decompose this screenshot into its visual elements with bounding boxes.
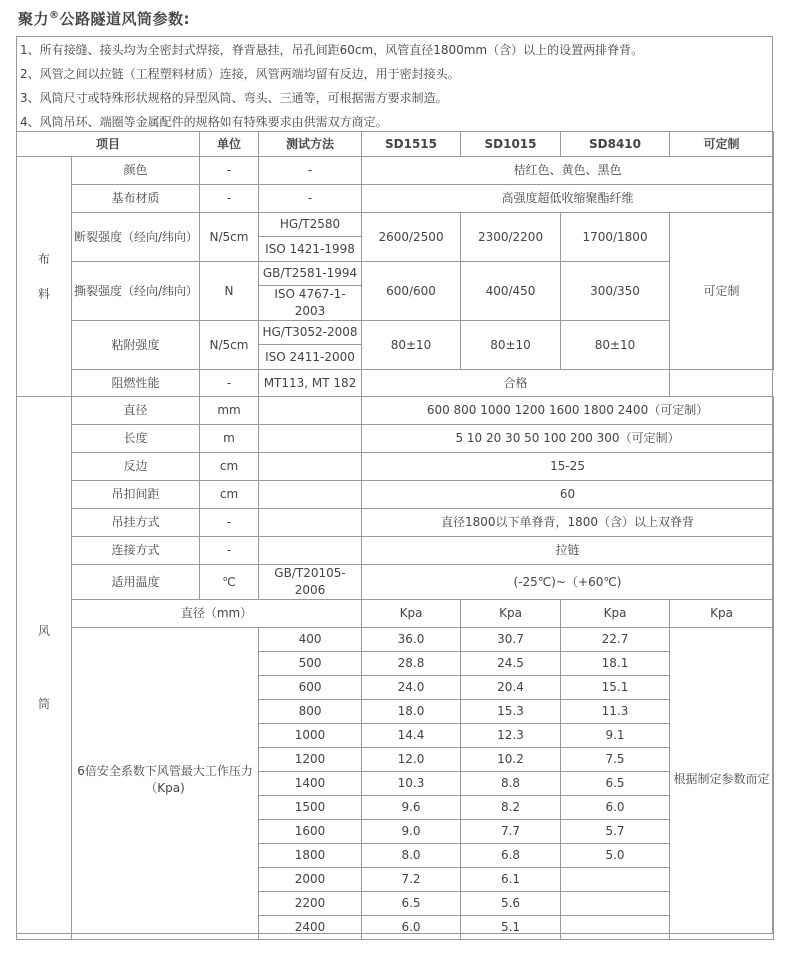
row-method: ISO 1421-1998 [259,237,362,262]
row-value-sd8410: 300/350 [561,262,670,321]
row-label: 断裂强度（经向/纬向） [72,213,200,262]
table-row [17,262,774,286]
row-value-sd1015: 2300/2200 [461,213,561,262]
row-value: 合格 [362,370,670,397]
title-prefix: 聚力 [18,10,50,28]
pressure-sd8410: 5.0 [561,844,670,868]
pressure-diameter: 1000 [259,724,362,748]
table-row [17,537,774,565]
row-label: 撕裂强度（经向/纬向） [72,262,200,321]
pressure-label: 6倍安全系数下风管最大工作压力 （Kpa) [72,628,259,940]
row-value: 拉链 [362,537,774,565]
row-method [259,509,362,537]
note-item: 3、风筒尺寸或特殊形状规格的异型风筒、弯头、三通等，可根据需方要求制造。 [20,91,448,105]
pressure-diameter: 600 [259,676,362,700]
pressure-diameter: 1200 [259,748,362,772]
pressure-sd8410: 9.1 [561,724,670,748]
pressure-sd8410: 6.0 [561,796,670,820]
pressure-diameter: 2200 [259,892,362,916]
page-title [18,8,190,29]
pressure-sd1515: 6.5 [362,892,461,916]
pressure-sd1015: 6.8 [461,844,561,868]
note-item: 2、风管之间以拉链（工程塑料材质）连接，风管两端均留有反边，用于密封接头。 [20,67,460,81]
header-method: 测试方法 [259,132,362,157]
pressure-header-row [17,600,774,628]
table-row [17,185,774,213]
title-suffix: 公路隧道风筒参数: [59,10,191,28]
header-unit: 单位 [200,132,259,157]
cloth-section-label: 布 料 [17,157,72,397]
pressure-sd1015: 5.1 [461,916,561,940]
pressure-diameter: 400 [259,628,362,652]
row-unit: cm [200,453,259,481]
row-method: GB/T2581-1994 [259,262,362,286]
row-unit: ℃ [200,565,259,600]
pressure-sd1515: 7.2 [362,868,461,892]
row-method: ISO 2411-2000 [259,345,362,370]
pressure-unit-header: Kpa [461,600,561,628]
row-method [259,481,362,509]
row-unit: - [200,157,259,185]
row-value: 高强度超低收缩聚酯纤维 [362,185,774,213]
row-unit: N/5cm [200,213,259,262]
row-unit: - [200,370,259,397]
note-item: 1、所有接缝、接头均为全密封式焊接，脊背悬挂，吊孔间距60cm，风管直径1800mm（含）以上的设置两排脊背。 [20,43,644,57]
pressure-diameter: 2400 [259,916,362,940]
cloth-custom: 可定制 [670,213,774,370]
pressure-sd8410 [561,868,670,892]
pressure-diameter-header: 直径（mm） [72,600,362,628]
pressure-sd1515: 36.0 [362,628,461,652]
row-label: 适用温度 [72,565,200,600]
table-row [17,481,774,509]
row-label: 连接方式 [72,537,200,565]
pressure-sd1515: 24.0 [362,676,461,700]
table-row [17,370,774,397]
row-value: 60 [362,481,774,509]
pressure-diameter: 2000 [259,868,362,892]
table-row [17,628,774,652]
row-value: 桔红色、黄色、黑色 [362,157,774,185]
row-unit: mm [200,397,259,425]
pressure-sd1015: 24.5 [461,652,561,676]
row-method: HG/T3052-2008 [259,321,362,345]
duct-section-label: 风 筒 [17,397,72,940]
pressure-unit-header: Kpa [561,600,670,628]
row-label: 反边 [72,453,200,481]
row-value-sd8410: 1700/1800 [561,213,670,262]
pressure-sd1515: 12.0 [362,748,461,772]
note-item: 4、风筒吊环、端圈等金属配件的规格如有特殊要求由供需双方商定。 [20,115,388,129]
pressure-sd1015: 30.7 [461,628,561,652]
row-value-sd1515: 80±10 [362,321,461,370]
pressure-sd1515: 9.6 [362,796,461,820]
pressure-unit-header: Kpa [670,600,774,628]
pressure-sd1015: 7.7 [461,820,561,844]
row-value-sd1515: 2600/2500 [362,213,461,262]
pressure-sd1015: 15.3 [461,700,561,724]
row-value-sd1515: 600/600 [362,262,461,321]
row-value-sd8410: 80±10 [561,321,670,370]
pressure-sd1515: 10.3 [362,772,461,796]
pressure-sd1015: 10.2 [461,748,561,772]
pressure-sd8410: 5.7 [561,820,670,844]
pressure-sd8410: 11.3 [561,700,670,724]
pressure-sd1015: 12.3 [461,724,561,748]
row-unit: - [200,537,259,565]
table-row [17,321,774,345]
row-method [259,453,362,481]
pressure-custom-note: 根据制定参数而定 [670,628,774,940]
row-value: (-25℃)~（+60℃) [362,565,774,600]
table-row [17,213,774,237]
header-sd8410: SD8410 [561,132,670,157]
row-label: 吊扣间距 [72,481,200,509]
row-method: ISO 4767-1-2003 [259,286,362,321]
row-label: 吊挂方式 [72,509,200,537]
spec-table [16,131,774,940]
header-custom: 可定制 [670,132,774,157]
pressure-sd1515: 14.4 [362,724,461,748]
row-method [259,425,362,453]
pressure-sd1015: 8.2 [461,796,561,820]
header-sd1015: SD1015 [461,132,561,157]
row-method: MT113, MT 182 [259,370,362,397]
table-row [17,453,774,481]
pressure-sd1015: 5.6 [461,892,561,916]
table-row [17,397,774,425]
pressure-diameter: 1800 [259,844,362,868]
row-value: 5 10 20 30 50 100 200 300（可定制） [362,425,774,453]
table-row [17,565,774,600]
pressure-diameter: 1400 [259,772,362,796]
table-row [17,509,774,537]
row-label: 长度 [72,425,200,453]
header-item: 项目 [17,132,200,157]
row-label: 阻燃性能 [72,370,200,397]
pressure-sd1015: 6.1 [461,868,561,892]
pressure-sd1515: 6.0 [362,916,461,940]
row-method: - [259,185,362,213]
row-unit: N/5cm [200,321,259,370]
pressure-sd1015: 8.8 [461,772,561,796]
pressure-sd8410: 18.1 [561,652,670,676]
pressure-diameter: 500 [259,652,362,676]
pressure-sd1515: 8.0 [362,844,461,868]
row-method [259,397,362,425]
pressure-sd1515: 9.0 [362,820,461,844]
pressure-sd1515: 18.0 [362,700,461,724]
row-label: 基布材质 [72,185,200,213]
table-header-row [17,132,774,157]
pressure-diameter: 1500 [259,796,362,820]
row-method [259,537,362,565]
row-unit: - [200,185,259,213]
pressure-diameter: 800 [259,700,362,724]
row-method: HG/T2580 [259,213,362,237]
notes-list [18,38,770,134]
pressure-sd1015: 20.4 [461,676,561,700]
row-value-sd1015: 80±10 [461,321,561,370]
row-method: GB/T20105-2006 [259,565,362,600]
header-sd1515: SD1515 [362,132,461,157]
pressure-sd8410 [561,916,670,940]
row-label: 颜色 [72,157,200,185]
registered-mark: ® [49,10,60,21]
pressure-unit-header: Kpa [362,600,461,628]
row-label: 粘附强度 [72,321,200,370]
table-row [17,425,774,453]
row-unit: N [200,262,259,321]
pressure-sd8410 [561,892,670,916]
pressure-diameter: 1600 [259,820,362,844]
row-value-sd1015: 400/450 [461,262,561,321]
row-value: 600 800 1000 1200 1600 1800 2400（可定制） [362,397,774,425]
pressure-sd8410: 6.5 [561,772,670,796]
pressure-sd1515: 28.8 [362,652,461,676]
row-unit: m [200,425,259,453]
row-value: 直径1800以下单脊背，1800（含）以上双脊背 [362,509,774,537]
pressure-sd8410: 15.1 [561,676,670,700]
pressure-sd8410: 22.7 [561,628,670,652]
pressure-sd8410: 7.5 [561,748,670,772]
row-unit: cm [200,481,259,509]
row-value: 15-25 [362,453,774,481]
table-row [17,157,774,185]
row-label: 直径 [72,397,200,425]
row-method: - [259,157,362,185]
row-unit: - [200,509,259,537]
